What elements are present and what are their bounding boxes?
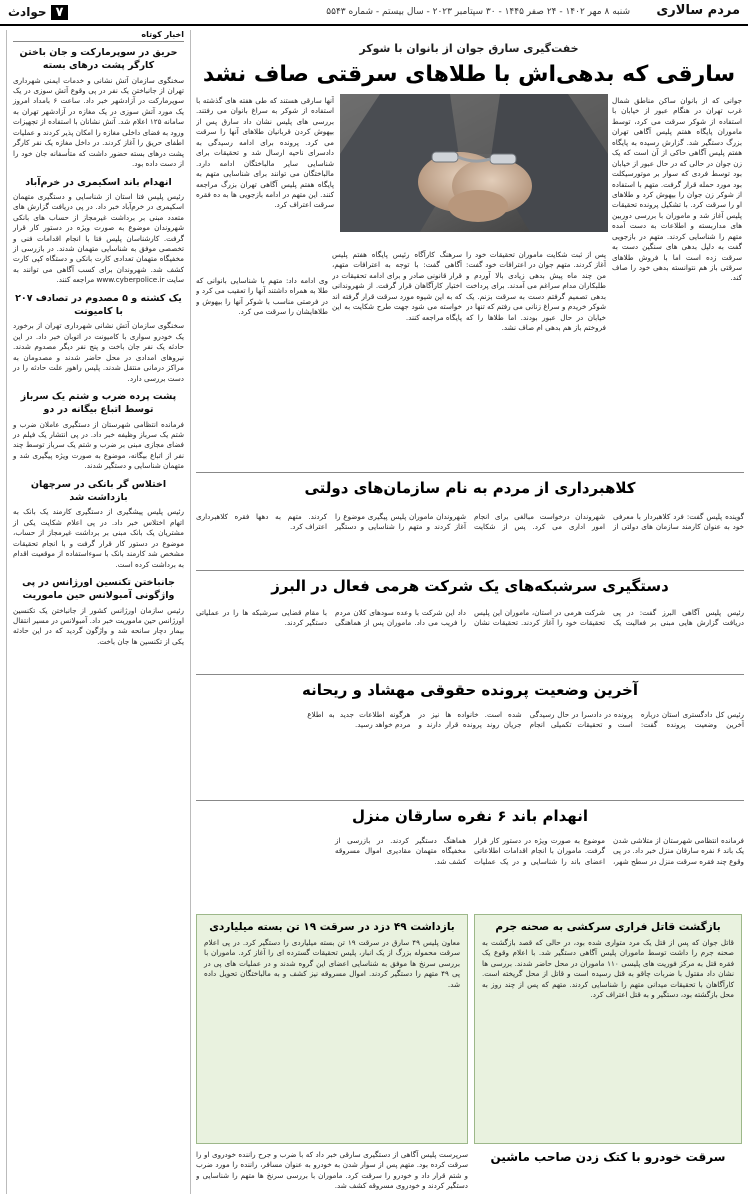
issue-date-line: شنبه ۸ مهر ۱۴۰۲ - ۲۴ صفر ۱۴۴۵ - ۳۰ سپتامبر ۲۰۲۳ - سال بیستم - شماره ۵۵۴۳	[326, 7, 630, 17]
lead-kicker: خفت‌گیری سارق جوان از بانوان با شوکر	[359, 42, 579, 55]
boxed-story-headline: بازداشت ۴۹ دزد در سرقت ۱۹ تن بسته میلیاردی	[209, 921, 455, 933]
story-body: گوینده پلیس گفت: فرد کلاهبردار با معرفی خود به عنوان کارمند سازمان های دولتی از شهروندان درخواست مبالغی برای انجام امور اداری می کرد. پس از شکایت شهروندان ماموران پلیس پیگیری موضوع را آغاز کردند و متهم را شناسایی و دستگیر کردند. متهم به دهها فقره کلاهبرداری اعتراف کرد.	[196, 512, 744, 532]
lead-column-1: جوانی که از بانوان ساکن مناطق شمال غرب تهران در هنگام عبور از خیابان با استفاده از شوکر سرقت می کرد، توسط ماموران پایگاه هفتم پلیس آگاهی تهران بزرگ دستگیر شد. گزارش رسیده به پایگاه هفتم پلیس آگاهی حاکی از آن است که یک زن جوان در حالی که در حال عبور از خیابان بود توسط فردی که سوار بر موتورسیکلت بود مورد حمله قرار گرفت. متهم با استفاده از شوکر زن جوان را بیهوش کرد و طلاهای او را سرقت کرد. با تشکیل پرونده تحقیقات پلیس آغاز شد و ماموران با بررسی دوربین های مداربسته و اطلاعات به دست آمده متهم را شناسایی کردند. متهم در بازجویی گفت به دلیل بدهی های سنگین دست به سرقت زده است اما با فروش طلاهای سرقتی باز هم نتوانسته بدهی خود را صاف کند.	[612, 96, 742, 283]
lead-column-3: پس از ثبت شکایت ماموران تحقیقات خود را آغاز کردند. متهم جوان در اعترافات خود گفت: من چند ماه پیش بدهی زیادی بالا آوردم و طلبکاران مدام سراغم می آمدند. برای پرداخت بدهی تصمیم گرفتم دست به سرقت بزنم. یک شوکر خریدم و سراغ زنانی می رفتم که تنها در خیابان در حال عبور بودند. اما طلاها را که فروختم باز هم بدهی ام صاف نشد.	[466, 250, 606, 333]
boxed-story-body: قاتل جوان که پس از قتل یک مرد متواری شده بود، در حالی که قصد بازگشت به صحنه جرم را داشت توسط ماموران پلیس آگاهی دستگیر شد. با اعلام وقوع یک فقره قتل به مرکز فوریت های پلیسی ۱۱۰ ماموران در محل حاضر شدند. بررسی ها نشان داد مقتول با ضربات چاقو به قتل رسیده است و قاتل از محل گریخته است. کارآگاهان با تحقیقات میدانی متهم را شناسایی کردند. متهم که پس از چند روز به محل بازگشته بود، دستگیر و به قتل اعتراف کرد.	[482, 938, 735, 1000]
lead-column-5: وی ادامه داد: متهم با شناسایی بانوانی که طلا به همراه داشتند آنها را تعقیب می کرد و در فرصتی مناسب با شوکر آنها را بیهوش و طلاهایشان را سرقت می کرد.	[196, 276, 328, 317]
masthead	[0, 0, 748, 26]
story-headline: کلاهبرداری از مردم به نام سازمان‌های دولتی	[196, 472, 744, 510]
brief-body: فرمانده انتظامی شهرستان از دستگیری عاملان ضرب و شتم یک سرباز وظیفه خبر داد. در پی انتشار یک فیلم در فضای مجازی مبنی بر ضرب و شتم یک سرباز توسط چند نفر از اتباع بیگانه، موضوع به صورت ویژه پیگیری شد و متهمان شناسایی و دستگیر شدند.	[13, 419, 184, 471]
brief-body: رئیس پلیس پیشگیری از دستگیری کارمند یک بانک به اتهام اختلاس خبر داد. در پی اعلام شکایت یکی از مشتریان یک بانک مبنی بر برداشت غیرمجاز از حساب، موضوع در دستور کار قرار گرفت و با انجام تحقیقات مشخص شد کارمند بانک با سوءاستفاده از موقعیت اقدام به برداشت کرده است.	[13, 507, 184, 569]
brief-headline: حریق در سوپرمارکت و جان باختن کارگر پشت درهای بسته	[19, 47, 178, 72]
column-divider	[190, 30, 191, 1194]
lead-column-2: آنها سارقی هستند که طی هفته های گذشته با استفاده از شوکر به سراغ بانوان می رفتند. بررسی های پلیس نشان داد سارق پس از بیهوش کردن قربانیان طلاهای آنها را سرقت می کرد. پرونده برای ادامه رسیدگی به دادسرای ناحیه ارسال شد و تحقیقات برای شناسایی سایر مالباختگان ادامه دارد. مالباختگان می توانند برای شناسایی متهم به پایگاه هفتم پلیس آگاهی تهران بزرگ مراجعه کنند. این متهم در ادامه بازجویی ها به ده فقره سرقت اعتراف کرد.	[196, 96, 334, 210]
story-headline: آخرین وضعیت پرونده حقوقی مهشاد و ریحانه	[196, 674, 744, 708]
brief-body: سخنگوی سازمان آتش نشانی و خدمات ایمنی شهرداری تهران از جانباختن یک نفر در پی وقوع آتش سوزی در یک سوپرمارکت در آزادشهر خبر داد. ساعت ۶ بامداد امروز یک مورد آتش سوزی در یک مغازه در آزادشهر تهران به سامانه ۱۲۵ اعلام شد. آتش نشانان با استفاده از تجهیزات ورود به فضای داخلی مغازه را امکان پذیر کردند و عملیات اطفای حریق را آغاز کردند. در داخل مغازه یک نفر کارگر پشت درهای بسته حضور داشت که متأسفانه جان خود را از دست داده بود.	[13, 75, 184, 169]
handcuffed-hands-photo	[340, 94, 608, 232]
brief-body: رئیس پلیس فتا استان از شناسایی و دستگیری متهمان اسکیمری در خرم‌آباد خبر داد. در پی دریافت گزارش های متعدد مبنی بر برداشت غیرمجاز از حساب های بانکی شهروندان موضوع به صورت ویژه در دستور کار قرار گرفت. کارشناسان پلیس فتا با انجام اقدامات فنی و تخصصی موفق به شناسایی متهمان شدند. در بازرسی از مخفیگاه متهمان تعدادی کارت بانکی و دستگاه کپی کارت کشف شد. شهروندان برای کسب آگاهی می توانند به سایت www.cyberpolice.ir مراجعه کنند.	[13, 191, 184, 285]
story-headline: انهدام باند ۶ نفره سارقان منزل	[196, 800, 744, 834]
story-body: سرپرست پلیس آگاهی از دستگیری سارقی خبر داد که با ضرب و جرح راننده خودروی او را سرقت کرده بود. متهم پس از سوار شدن به خودرو به عنوان مسافر، راننده را مورد ضرب و شتم قرار داد و خودرو را سرقت کرد. ماموران با بررسی سرنخ ها متهم را شناسایی و دستگیر کردند و خودروی مسروقه کشف شد.	[196, 1150, 468, 1191]
lead-column-4: سرهنگ کارآگاه رئیس پایگاه هفتم پلیس آگاهی گفت: با توجه به اعترافات متهم، قرار قانونی صادر و برای ادامه تحقیقات در اختیار کارآگاهان قرار گرفت. از شهروندانی که به این شیوه مورد سرقت قرار گرفته اند خواسته می شود جهت طرح شکایت به این پایگاه مراجعه کنند.	[332, 250, 462, 322]
brief-headline: انهدام باند اسکیمری در خرم‌آباد	[25, 176, 172, 188]
section-label: حوادث	[8, 5, 47, 19]
brief-headline: جانباختن تکنسین اورژانس در پی واژگونی آمبولانس حین ماموریت	[22, 576, 175, 602]
story-body: رئیس پلیس آگاهی البرز گفت: در پی دریافت گزارش هایی مبنی بر فعالیت یک شرکت هرمی در استان، ماموران این پلیس تحقیقات خود را آغاز کردند. تحقیقات نشان داد این شرکت با وعده سودهای کلان مردم را فریب می داد. ماموران پس از هماهنگی با مقام قضایی سرشبکه ها را در عملیاتی دستگیر کردند.	[196, 608, 744, 628]
section-badge	[8, 2, 68, 22]
story-body: فرمانده انتظامی شهرستان از متلاشی شدن یک باند ۶ نفره سارقان منزل خبر داد. در پی وقوع چند فقره سرقت منزل در سطح شهر، موضوع به صورت ویژه در دستور کار قرار گرفت. ماموران با انجام اقدامات اطلاعاتی اعضای باند را شناسایی و در یک عملیات هماهنگ دستگیر کردند. در بازرسی از مخفیگاه متهمان مقادیری اموال مسروقه کشف شد.	[335, 836, 744, 866]
brief-headline: اختلاس گر بانکی در سرچهان بازداشت شد	[30, 478, 167, 504]
newspaper-logo: مردم سالاری	[656, 3, 740, 18]
sidebar-tag: اخبار کوتاه	[13, 30, 184, 42]
boxed-story	[196, 914, 468, 1144]
boxed-story	[474, 914, 742, 1144]
brief-headline: یک کشته و ۵ مصدوم در تصادف ۲۰۷ با کامیونت	[15, 292, 182, 318]
story-headline: سرقت خودرو با کتک زدن صاحب ماشین	[490, 1150, 726, 1164]
brief-body: رئیس سازمان اورژانس کشور از جانباختن یک تکنسین اورژانس حین ماموریت خبر داد. آمبولانس در مسیر انتقال بیمار دچار سانحه شد و واژگون گردید که در این حادثه یکی از تکنسین ها جان باخت.	[13, 605, 184, 646]
handcuffs-illustration	[340, 94, 608, 232]
story-body: رئیس کل دادگستری استان درباره آخرین وضعیت پرونده گفت: پرونده در دادسرا در حال رسیدگی است و تحقیقات تکمیلی انجام شده است. خانواده ها نیز در جریان روند پرونده قرار دارند و هرگونه اطلاعات جدید به اطلاع مردم خواهد رسید.	[307, 710, 744, 730]
boxed-story-body: معاون پلیس ۴۹ سارق در سرقت ۱۹ تن بسته میلیاردی را دستگیر کرد. در پی اعلام سرقت محموله بزرگ از یک انبار، پلیس تحقیقات گسترده ای را آغاز کرد. ماموران با بررسی سرنخ ها موفق به شناسایی اعضای این گروه شدند و در عملیات های پی در پی ۴۹ متهم را دستگیر کردند. اموال مسروقه نیز کشف و به مالباختگان تحویل داده شد.	[204, 938, 461, 989]
lead-headline: سارقی که بدهی‌اش با طلاهای سرقتی صاف نشد	[202, 62, 736, 87]
page-number: ۷	[51, 5, 69, 20]
brief-body: سخنگوی سازمان آتش نشانی شهرداری تهران از برخورد یک خودرو سواری با کامیونت در اتوبان خبر داد. در این حادثه یک نفر جان باخت و پنج نفر دیگر مصدوم شدند. نیروهای امدادی در محل حاضر شدند و مصدومان به مراکز درمانی منتقل شدند. پلیس راهور علت حادثه را در دست بررسی دارد.	[13, 321, 184, 383]
story-headline: دستگیری سرشبکه‌های یک شرکت هرمی فعال در البرز	[196, 570, 744, 606]
boxed-story-headline: بازگشت قاتل فراری سرکشی به صحنه جرم	[495, 921, 721, 933]
sidebar-news-briefs	[6, 30, 184, 1194]
brief-headline: پشت پرده ضرب و شتم یک سرباز توسط اتباع بیگانه در دو	[20, 390, 177, 416]
